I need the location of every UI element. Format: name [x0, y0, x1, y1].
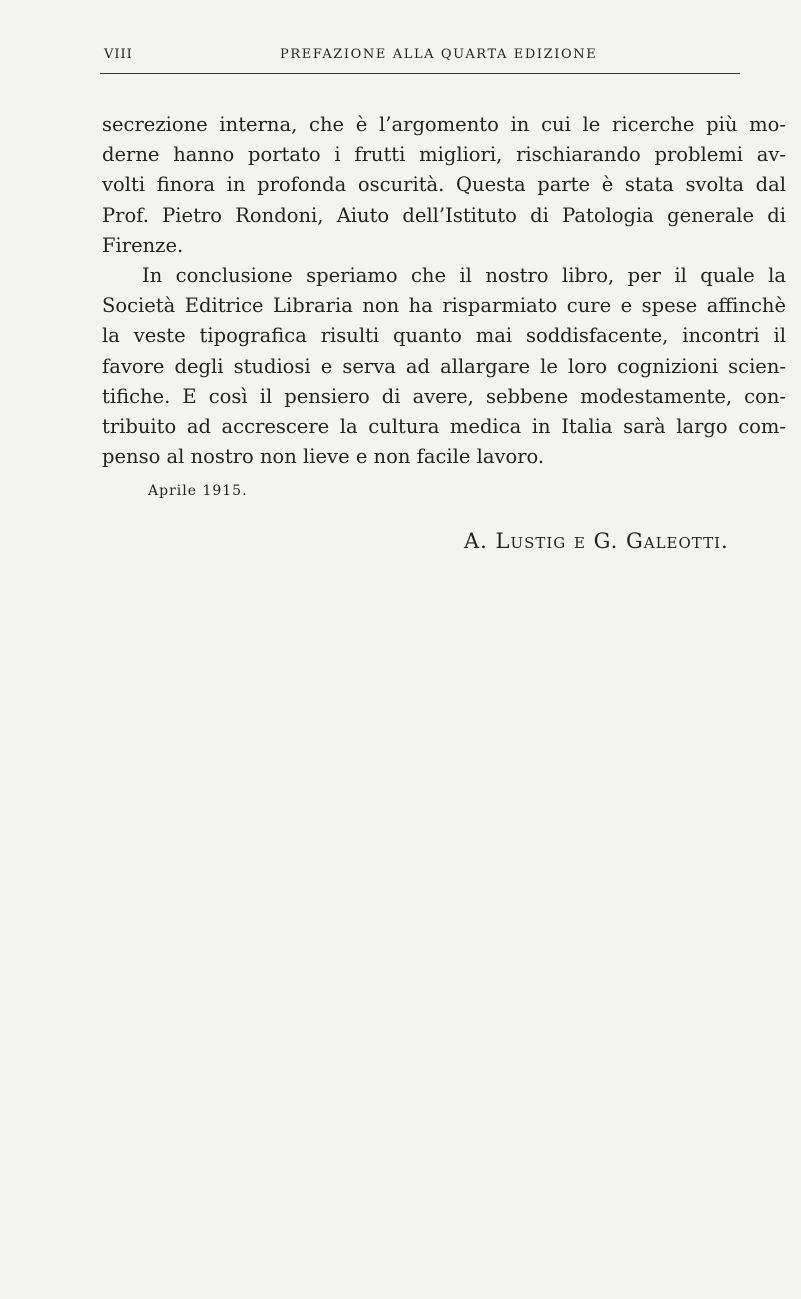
- text-line: Firenze.: [102, 233, 184, 257]
- text-line: volti finora in profonda oscurità. Questa parte è stata svolta dal: [102, 173, 786, 197]
- text-line: favore degli studiosi e serva ad allargare le loro cognizioni scien-: [102, 354, 786, 378]
- date-line: Aprile 1915.: [148, 483, 248, 499]
- body-text: [102, 110, 786, 472]
- text-line: secrezione interna, che è l’argomento in cui le ricerche più mo-: [102, 113, 786, 136]
- text-line: tribuito ad accrescere la cultura medica in Italia sarà largo com-: [102, 415, 786, 439]
- text-line: la veste tipografica risulti quanto mai soddisfacente, incontri il: [102, 324, 786, 348]
- text-line: In conclusione speriamo che il nostro libro, per il quale la: [142, 264, 786, 288]
- text-line: Società Editrice Libraria non ha risparmiato cure e spese affinchè: [102, 294, 786, 318]
- text-line: derne hanno portato i frutti migliori, rischiarando problemi av-: [102, 143, 786, 167]
- page-number: VIII: [104, 47, 133, 62]
- text-line: Prof. Pietro Rondoni, Aiuto dell’Istituto di Patologia generale di: [102, 203, 786, 227]
- signature: A. Lustig e G. Galeotti.: [464, 529, 729, 553]
- running-title: PREFAZIONE ALLA QUARTA EDIZIONE: [280, 47, 598, 62]
- text-line: tifiche. E così il pensiero di avere, sebbene modestamente, con-: [102, 384, 786, 408]
- page-header: [100, 47, 740, 74]
- text-line: penso al nostro non lieve e non facile lavoro.: [102, 445, 545, 469]
